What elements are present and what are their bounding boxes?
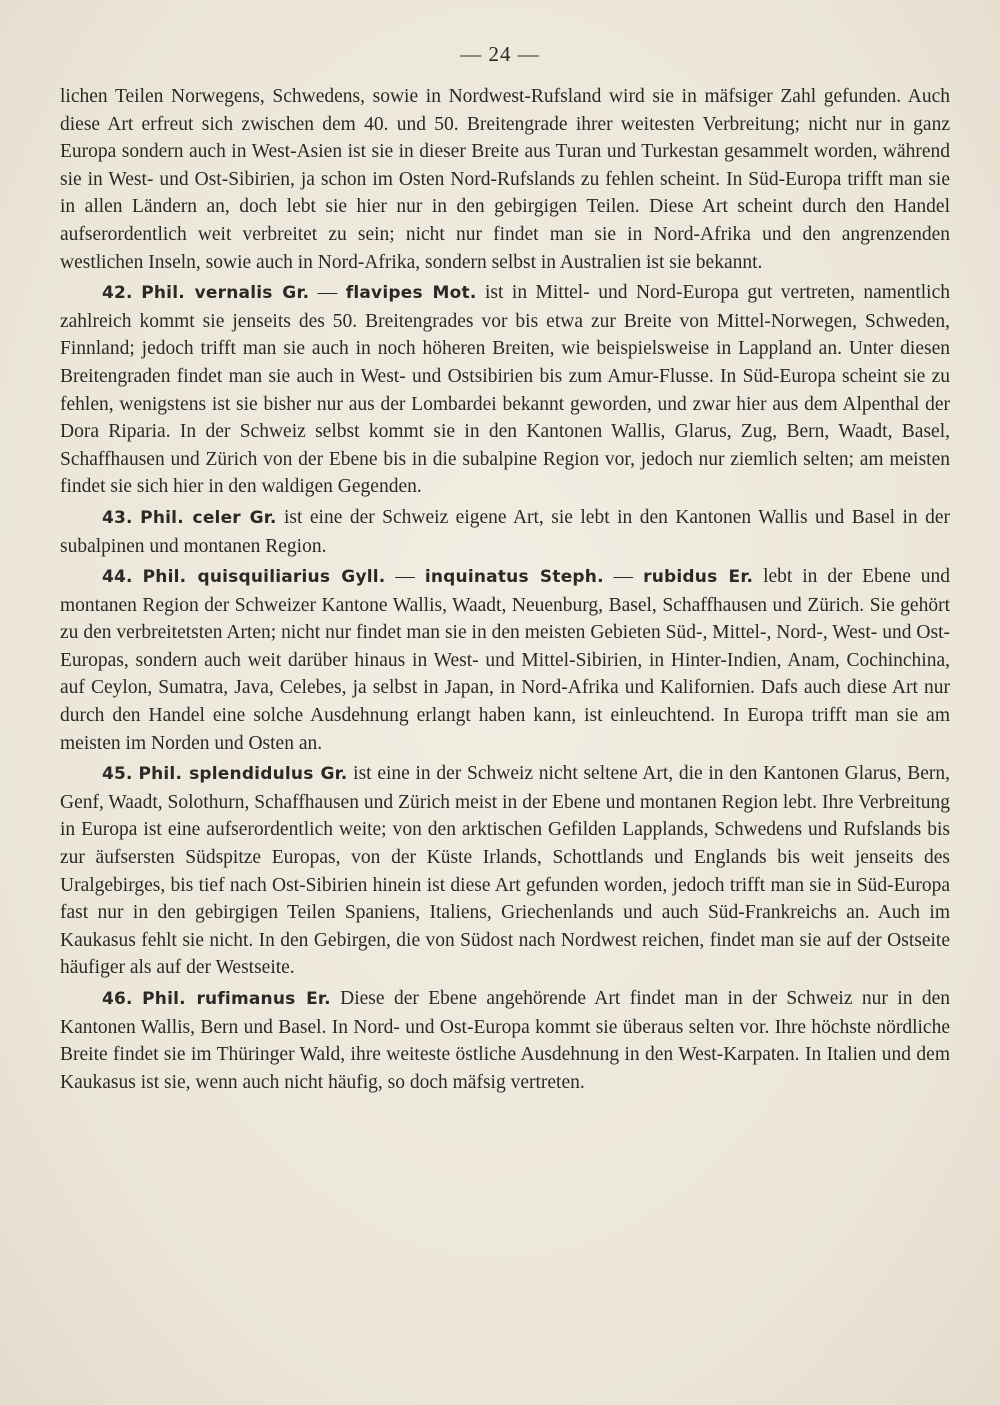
body-text [60,83,950,1096]
entry-number: 43. [102,507,133,528]
species-name: Phil. vernalis Gr. [141,283,310,304]
synonym-name: inquinatus Steph. [424,567,604,588]
entry-number: 45. [102,764,133,785]
species-entry-45 [60,760,950,982]
species-entry-46 [60,985,950,1096]
entry-body: Diese der Ebene angehörende Art findet man in der Schweiz nur in den Kantonen Wallis, Bern und Basel. In Nord- und Ost-Europa kommt sie überaus selten vor. Ihre höchste nördliche Breite findet sie im Thüringer Wald, ihre weiteste östliche Ausdehnung in den West-Karpaten. In Italien und dem Kaukasus ist sie, wenn auch nicht häufig, so doch mäfsig vertreten. [60,988,951,1093]
entry-number: 46. [102,989,133,1009]
species-name: Phil. quisquiliarius Gyll. [142,567,386,588]
page-number: — 24 — [460,42,540,66]
separator: — [385,566,425,588]
entry-number: 44. [102,567,133,588]
species-name: Phil. rufimanus Er. [142,989,331,1009]
species-entry-43 [60,504,950,560]
synonym-name: rubidus Er. [643,567,754,588]
separator: — [603,566,644,588]
separator: — [309,282,346,304]
intro-paragraph: lichen Teilen Norwegens, Schwedens, sowie in Nordwest-Rufsland wird sie in mäfsiger Zahl gefunden. Auch diese Art erfreut sich zwischen dem 40. und 50. Breitengrade ihrer weitesten Verbreitung; nicht nur in ganz Europa sondern auch in West-Asien ist sie in dieser Breite aus Turan und Turkestan gesammelt worden, während sie in West- und Ost-Sibirien, ja schon im Osten Nord-Rufslands zu fehlen scheint. In Süd-Europa trifft man sie in allen Ländern an, doch lebt sie hier nur in den gebirgigen Teilen. Diese Art scheint durch den Handel aufserordentlich weit verbreitet zu sein; nicht nur findet man sie in Nord-Afrika und den angrenzenden westlichen Inseln, sowie auch in Nord-Afrika, sondern selbst in Australien ist sie bekannt. [60,86,950,273]
species-name: Phil. celer Gr. [140,507,277,528]
entry-body: ist in Mittel- und Nord-Europa gut vertreten, namentlich zahlreich kommt sie jenseits des 50. Breitengrades vor bis etwa zur Breite von Mittel-Norwegen, Schweden, Finnland; jedoch trifft man sie auch in noch höheren Breiten, wie beispielsweise in Lappland an. Unter diesen Breitengraden findet man sie auch in West- und Ostsibirien bis zum Amur-Flusse. In Süd-Europa scheint sie zu fehlen, wenigstens ist sie bisher nur aus der Lombardei bekannt geworden, und zwar hier aus dem Alpenthal der Dora Riparia. In der Schweiz selbst kommt sie in den Kantonen Wallis, Glarus, Zug, Bern, Waadt, Basel, Schaffhausen und Zürich von der Ebene bis in die subalpine Region vor, jedoch nur ziemlich selten; am meisten findet sie sich hier in den waldigen Gegenden. [60,282,951,498]
entry-body: ist eine der Schweiz eigene Art, sie lebt in den Kantonen Wallis und Basel in der subalpinen und montanen Region. [60,506,950,557]
species-entry-42 [60,279,950,501]
synonym-name: flavipes Mot. [345,283,477,304]
entry-body: ist eine in der Schweiz nicht seltene Art, die in den Kantonen Glarus, Bern, Genf, Waadt, Solothurn, Schaffhausen und Zürich meist in der Ebene und montanen Region lebt. Ihre Verbreitung in Europa ist eine aufserordentlich weite; von den arktischen Gefilden Lapplands, Schwedens und Rufslands bis zur äufsersten Südspitze Europas, von der Küste Irlands, Schottlands und Englands bis weit jenseits des Uralgebirges, bis tief nach Ost-Sibirien hinein ist diese Art gefunden worden, jedoch trifft man sie in Süd-Europa fast nur in den gebirgigen Teilen Spaniens, Italiens, Griechenlands und auch Süd-Frankreichs an. Auch im Kaukasus fehlt sie nicht. In den Gebirgen, die von Südost nach Nordwest reichen, findet man sie auf der Ostseite häufiger als auf der Westseite. [60,763,950,979]
entry-body: lebt in der Ebene und montanen Region der Schweizer Kantone Wallis, Waadt, Neuenburg, Basel, Schaffhausen und Zürich. Sie gehört zu den verbreitetsten Arten; nicht nur findet man sie in den meisten Gebieten Süd-, Mittel-, Nord-, West- und Ost-Europas, sondern auch weit darüber hinaus in West- und Mittel-Sibirien, in Hinter-Indien, Anam, Cochinchina, auf Ceylon, Sumatra, Java, Celebes, ja selbst in Japan, in Nord-Afrika und Kalifornien. Dafs auch diese Art nur durch den Handel eine solche Ausdehnung erlangt haben kann, ist einleuchtend. In Europa trifft man sie am meisten im Norden und Osten an. [60,566,951,754]
species-name: Phil. splendidulus Gr. [138,764,348,785]
species-entry-44 [60,563,950,757]
entry-number: 42. [102,283,133,304]
